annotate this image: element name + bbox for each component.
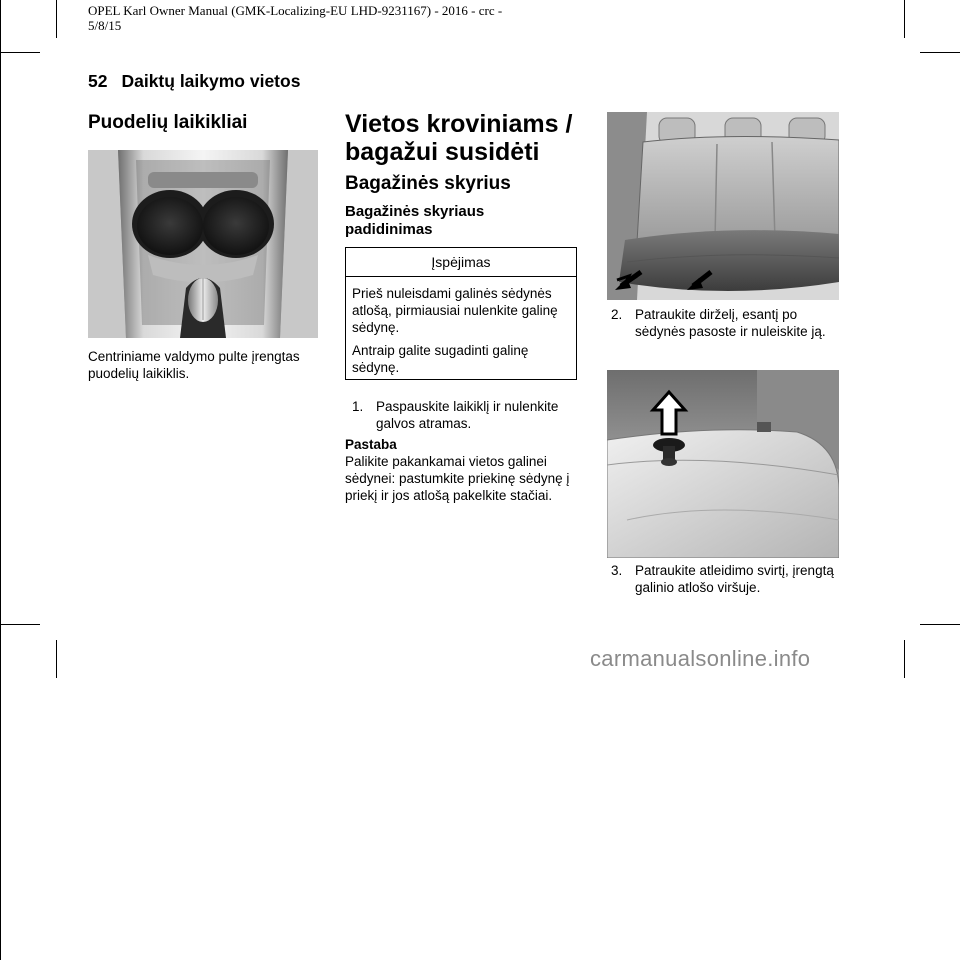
step-3: [611, 562, 836, 596]
release-lever-illustration: [607, 370, 839, 558]
section-title: Puodelių laikikliai: [88, 112, 248, 133]
column-divider: [0, 0, 1, 480]
document-meta: [88, 3, 508, 33]
crop-mark: [904, 0, 905, 38]
page-number: 52: [88, 71, 108, 91]
cupholder-caption: Centriniame valdymo pulte įrengtas puodelių laikiklis.: [88, 349, 300, 381]
step-text: Patraukite dirželį, esantį po sėdynės pasoste ir nuleiskite ją.: [635, 307, 826, 339]
warning-box: [345, 247, 577, 380]
meta-line: OPEL Karl Owner Manual (GMK-Localizing-EU LHD-9231167) - 2016 - crc -: [88, 3, 503, 18]
step-1: [352, 398, 582, 432]
step-number: 3.: [611, 563, 623, 578]
chapter-title: Daiktų laikymo vietos: [121, 71, 301, 91]
rear-seat-illustration: [607, 112, 839, 300]
warning-heading: Įspėjimas: [346, 248, 576, 277]
meta-line: 5/8/15: [88, 18, 122, 33]
crop-mark: [920, 52, 960, 53]
step-text: Patraukite atleidimo svirtį, įrengtą galinio atlošo viršuje.: [635, 563, 834, 595]
watermark[interactable]: carmanualsonline.info: [590, 646, 811, 671]
note-label: Pastaba: [345, 437, 397, 452]
warning-text: Prieš nuleisdami galinės sėdynės atlošą, pirmiausiai nulenkite galinę sėdynę.: [352, 286, 558, 335]
sub-subsection-title: Bagažinės skyriaus padidinimas: [345, 203, 485, 238]
column-divider: [0, 480, 1, 960]
crop-mark: [920, 624, 960, 625]
crop-mark: [56, 0, 57, 38]
step-number: 1.: [352, 399, 364, 414]
step-text: Paspauskite laikiklį ir nulenkite galvos atramas.: [376, 399, 559, 431]
note-text: Palikite pakankamai vietos galinei sėdynei: pastumkite priekinę sėdynę į priekį ir jos atlošą pakelkite stačiai.: [345, 454, 570, 503]
crop-mark: [56, 640, 57, 678]
crop-mark: [0, 624, 40, 625]
crop-mark: [904, 640, 905, 678]
step-2: [611, 306, 836, 340]
section-title: Vietos kroviniams / bagažui susidėti: [345, 110, 573, 166]
cupholder-illustration: [88, 150, 318, 338]
running-head: [88, 71, 300, 92]
crop-mark: [0, 52, 40, 53]
warning-text: Antraip galite sugadinti galinę sėdynę.: [352, 343, 529, 375]
subsection-title: Bagažinės skyrius: [345, 173, 511, 194]
step-number: 2.: [611, 307, 623, 322]
